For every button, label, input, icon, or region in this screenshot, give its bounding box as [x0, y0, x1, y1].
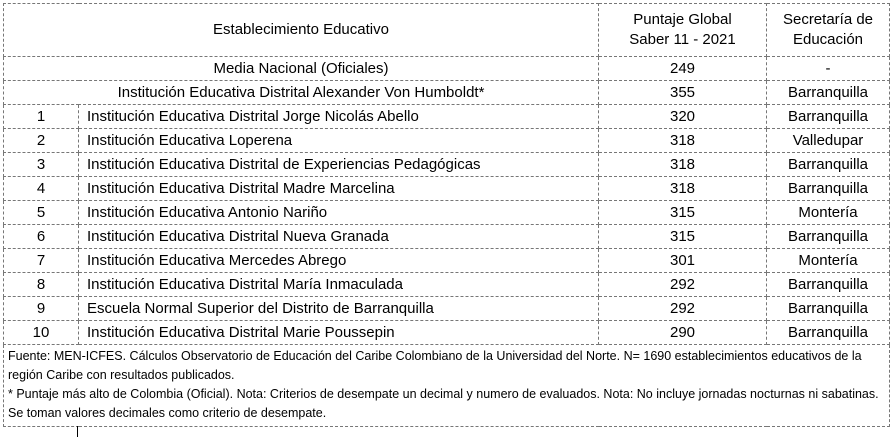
- corner-tick-mark: [77, 426, 78, 437]
- row-name: Institución Educativa Distrital de Experiencias Pedagógicas: [79, 153, 599, 177]
- row-name: Institución Educativa Distrital María Inmaculada: [79, 273, 599, 297]
- row-secretaria: Barranquilla: [767, 273, 890, 297]
- header-secretaria-line2: Educación: [792, 31, 864, 48]
- table-row: [4, 321, 890, 345]
- row-name: Institución Educativa Distrital Jorge Nicolás Abello: [79, 105, 599, 129]
- table-row: [4, 105, 890, 129]
- row-rank: 3: [4, 153, 79, 177]
- summary-row-media-nacional: [4, 57, 890, 81]
- row-rank: 8: [4, 273, 79, 297]
- row-name: Institución Educativa Loperena: [79, 129, 599, 153]
- row-secretaria: Barranquilla: [767, 153, 890, 177]
- table-row: [4, 129, 890, 153]
- summary-name: Media Nacional (Oficiales): [4, 57, 599, 81]
- row-name: Institución Educativa Antonio Nariño: [79, 201, 599, 225]
- row-secretaria: Barranquilla: [767, 105, 890, 129]
- row-name: Institución Educativa Distrital Nueva Granada: [79, 225, 599, 249]
- row-name: Institución Educativa Distrital Marie Poussepin: [79, 321, 599, 345]
- row-rank: 6: [4, 225, 79, 249]
- row-score: 301: [599, 249, 767, 273]
- table-row: [4, 273, 890, 297]
- table-row: [4, 177, 890, 201]
- table-row: [4, 201, 890, 225]
- table-row: [4, 225, 890, 249]
- row-secretaria: Barranquilla: [767, 321, 890, 345]
- row-rank: 10: [4, 321, 79, 345]
- summary-score: 355: [599, 81, 767, 105]
- row-name: Institución Educativa Mercedes Abrego: [79, 249, 599, 273]
- row-score: 318: [599, 153, 767, 177]
- row-score: 292: [599, 273, 767, 297]
- row-score: 315: [599, 225, 767, 249]
- source-note: Fuente: MEN-ICFES. Cálculos Observatorio de Educación del Caribe Colombiano de la Universidad del Norte. N= 1690 establecimientos educativos de la región Caribe con resultados publicados.: [8, 349, 862, 382]
- row-secretaria: Montería: [767, 201, 890, 225]
- table-row: [4, 297, 890, 321]
- row-secretaria: Barranquilla: [767, 225, 890, 249]
- notes-cell: [4, 345, 890, 427]
- header-puntaje-line1: Puntaje Global: [633, 11, 732, 28]
- header-puntaje-line2: Saber 11 - 2021: [629, 31, 736, 48]
- row-score: 290: [599, 321, 767, 345]
- summary-name: Institución Educativa Distrital Alexander Von Humboldt*: [4, 81, 599, 105]
- row-rank: 9: [4, 297, 79, 321]
- row-secretaria: Barranquilla: [767, 177, 890, 201]
- row-secretaria: Barranquilla: [767, 297, 890, 321]
- header-row: [4, 4, 890, 57]
- ranking-table-container: [3, 3, 889, 427]
- summary-secretaria: Barranquilla: [767, 81, 890, 105]
- summary-secretaria: -: [767, 57, 890, 81]
- row-rank: 5: [4, 201, 79, 225]
- table-row: [4, 153, 890, 177]
- ranking-table: [3, 3, 890, 427]
- row-rank: 2: [4, 129, 79, 153]
- row-score: 315: [599, 201, 767, 225]
- header-establecimiento: Establecimiento Educativo: [4, 4, 599, 57]
- row-score: 318: [599, 129, 767, 153]
- header-secretaria: [767, 4, 890, 57]
- header-puntaje: [599, 4, 767, 57]
- row-secretaria: Valledupar: [767, 129, 890, 153]
- header-secretaria-line1: Secretaría de: [782, 11, 874, 28]
- notes-row: [4, 345, 890, 427]
- row-name: Escuela Normal Superior del Distrito de Barranquilla: [79, 297, 599, 321]
- footnote: * Puntaje más alto de Colombia (Oficial). Nota: Criterios de desempate un decimal y numero de evaluados. Nota: No incluye jornadas nocturnas ni sabatinas. Se toman valores decimales como criterio de desempate.: [8, 387, 879, 420]
- row-score: 320: [599, 105, 767, 129]
- row-rank: 1: [4, 105, 79, 129]
- row-rank: 7: [4, 249, 79, 273]
- row-name: Institución Educativa Distrital Madre Marcelina: [79, 177, 599, 201]
- row-secretaria: Montería: [767, 249, 890, 273]
- row-score: 292: [599, 297, 767, 321]
- row-rank: 4: [4, 177, 79, 201]
- summary-score: 249: [599, 57, 767, 81]
- table-row: [4, 249, 890, 273]
- row-score: 318: [599, 177, 767, 201]
- summary-row-top-school: [4, 81, 890, 105]
